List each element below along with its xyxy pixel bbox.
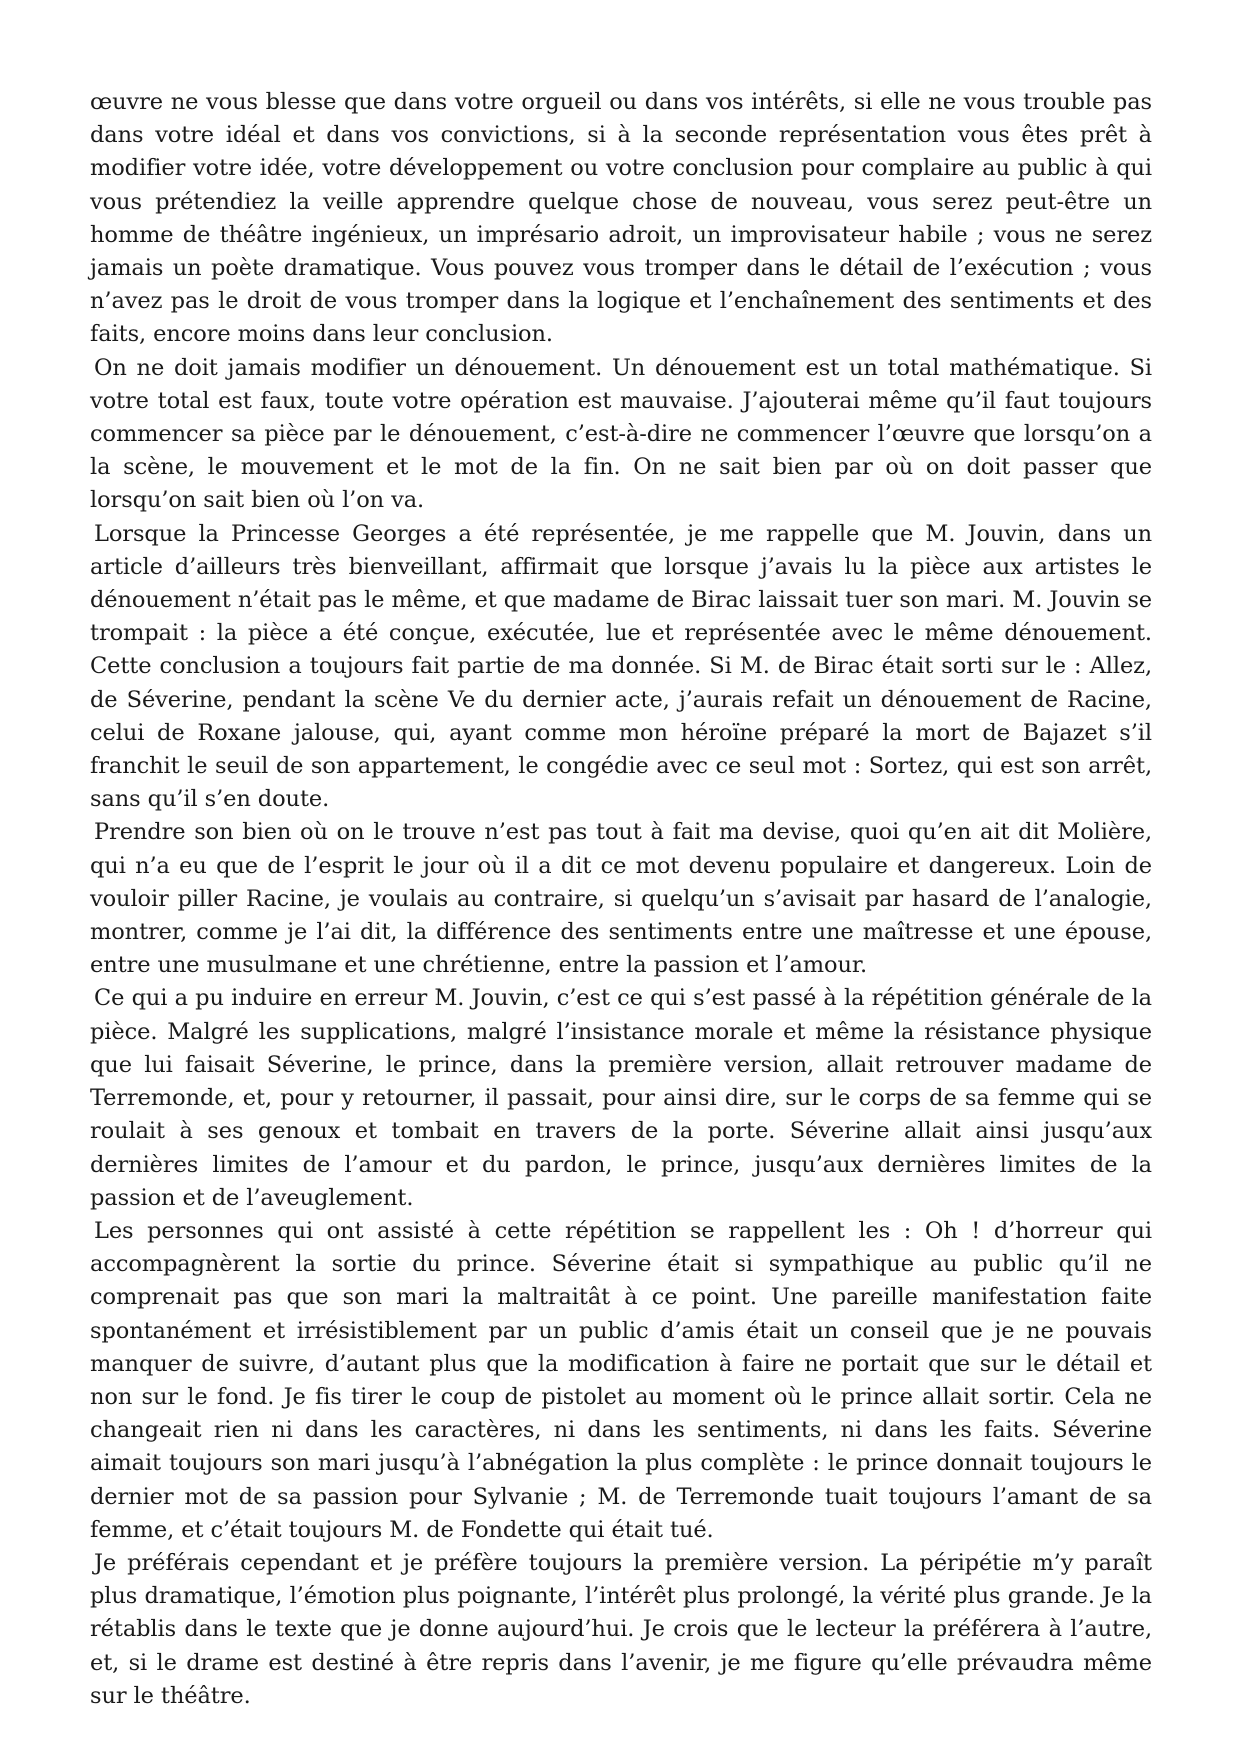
document-page — [90, 86, 1152, 1713]
paragraph-7: Je préférais cependant et je préfère toujours la première version. La péripétie m’y paraît plus dramatique, l’émotion plus poignante, l’intérêt plus prolongé, la vérité plus grande. Je la rétablis dans le texte que je donne aujourd’hui. Je crois que le lecteur la préférera à l’autre, et, si le drame est destiné à être repris dans l’avenir, je me figure qu’elle prévaudra même sur le théâtre. — [90, 1549, 1152, 1709]
paragraph-2: On ne doit jamais modifier un dénouement. Un dénouement est un total mathématique. Si votre total est faux, toute votre opération est mauvaise. J’ajouterai même qu’il faut toujours commencer sa pièce par le dénouement, c’est-à-dire ne commencer l’œuvre que lorsqu’on a la scène, le mouvement et le mot de la fin. On ne sait bien par où on doit passer que lorsqu’on sait bien où l’on va. — [90, 354, 1152, 514]
paragraph-1: œuvre ne vous blesse que dans votre orgueil ou dans vos intérêts, si elle ne vous trouble pas dans votre idéal et dans vos convictions, si à la seconde représentation vous êtes prêt à modifier votre idée, votre développement ou votre conclusion pour complaire au public à qui vous prétendiez la veille apprendre quelque chose de nouveau, vous serez peut-être un homme de théâtre ingénieux, un imprésario adroit, un improvisateur habile ; vous ne serez jamais un poète dramatique. Vous pouvez vous tromper dans le détail de l’exécution ; vous n’avez pas le droit de vous tromper dans la logique et l’enchaînement des sentiments et des faits, encore moins dans leur conclusion. — [90, 89, 1152, 348]
paragraph-3: Lorsque la Princesse Georges a été représentée, je me rappelle que M. Jouvin, dans un article d’ailleurs très bienveillant, affirmait que lorsque j’avais lu la pièce aux artistes le dénouement n’était pas le même, et que madame de Birac laissait tuer son mari. M. Jouvin se trompait : la pièce a été conçue, exécutée, lue et représentée avec le même dénouement. Cette conclusion a toujours fait partie de ma donnée. Si M. de Birac était sorti sur le : Allez, de Séverine, pendant la scène Ve du dernier acte, j’aurais refait un dénouement de Racine, celui de Roxane jalouse, qui, ayant comme mon héroïne préparé la mort de Bajazet s’il franchit le seuil de son appartement, le congédie avec ce seul mot : Sortez, qui est son arrêt, sans qu’il s’en doute. — [90, 520, 1152, 813]
paragraph-4: Prendre son bien où on le trouve n’est pas tout à fait ma devise, quoi qu’en ait dit Molière, qui n’a eu que de l’esprit le jour où il a dit ce mot devenu populaire et dangereux. Loin de vouloir piller Racine, je voulais au contraire, si quelqu’un s’avisait par hasard de l’analogie, montrer, comme je l’ai dit, la différence des sentiments entre une maîtresse et une épouse, entre une musulmane et une chrétienne, entre la passion et l’amour. — [90, 819, 1152, 979]
paragraph-6: Les personnes qui ont assisté à cette répétition se rappellent les : Oh ! d’horreur qui accompagnèrent la sortie du prince. Séverine était si sympathique au public qu’il ne comprenait pas que son mari la maltraitât à ce point. Une pareille manifestation faite spontanément et irrésistiblement par un public d’amis était un conseil que je ne pouvais manquer de suivre, d’autant plus que la modification à faire ne portait que sur le détail et non sur le fond. Je fis tirer le coup de pistolet au moment où le prince allait sortir. Cela ne changeait rien ni dans les caractères, ni dans les sentiments, ni dans les faits. Séverine aimait toujours son mari jusqu’à l’abnégation la plus complète : le prince donnait toujours le dernier mot de sa passion pour Sylvanie ; M. de Terremonde tuait toujours l’amant de sa femme, et c’était toujours M. de Fondette qui était tué. — [90, 1217, 1152, 1543]
paragraph-5: Ce qui a pu induire en erreur M. Jouvin, c’est ce qui s’est passé à la répétition générale de la pièce. Malgré les supplications, malgré l’insistance morale et même la résistance physique que lui faisait Séverine, le prince, dans la première version, allait retrouver madame de Terremonde, et, pour y retourner, il passait, pour ainsi dire, sur le corps de sa femme qui se roulait à ses genoux et tombait en travers de la porte. Séverine allait ainsi jusqu’aux dernières limites de l’amour et du pardon, le prince, jusqu’aux dernières limites de la passion et de l’aveuglement. — [90, 985, 1152, 1211]
